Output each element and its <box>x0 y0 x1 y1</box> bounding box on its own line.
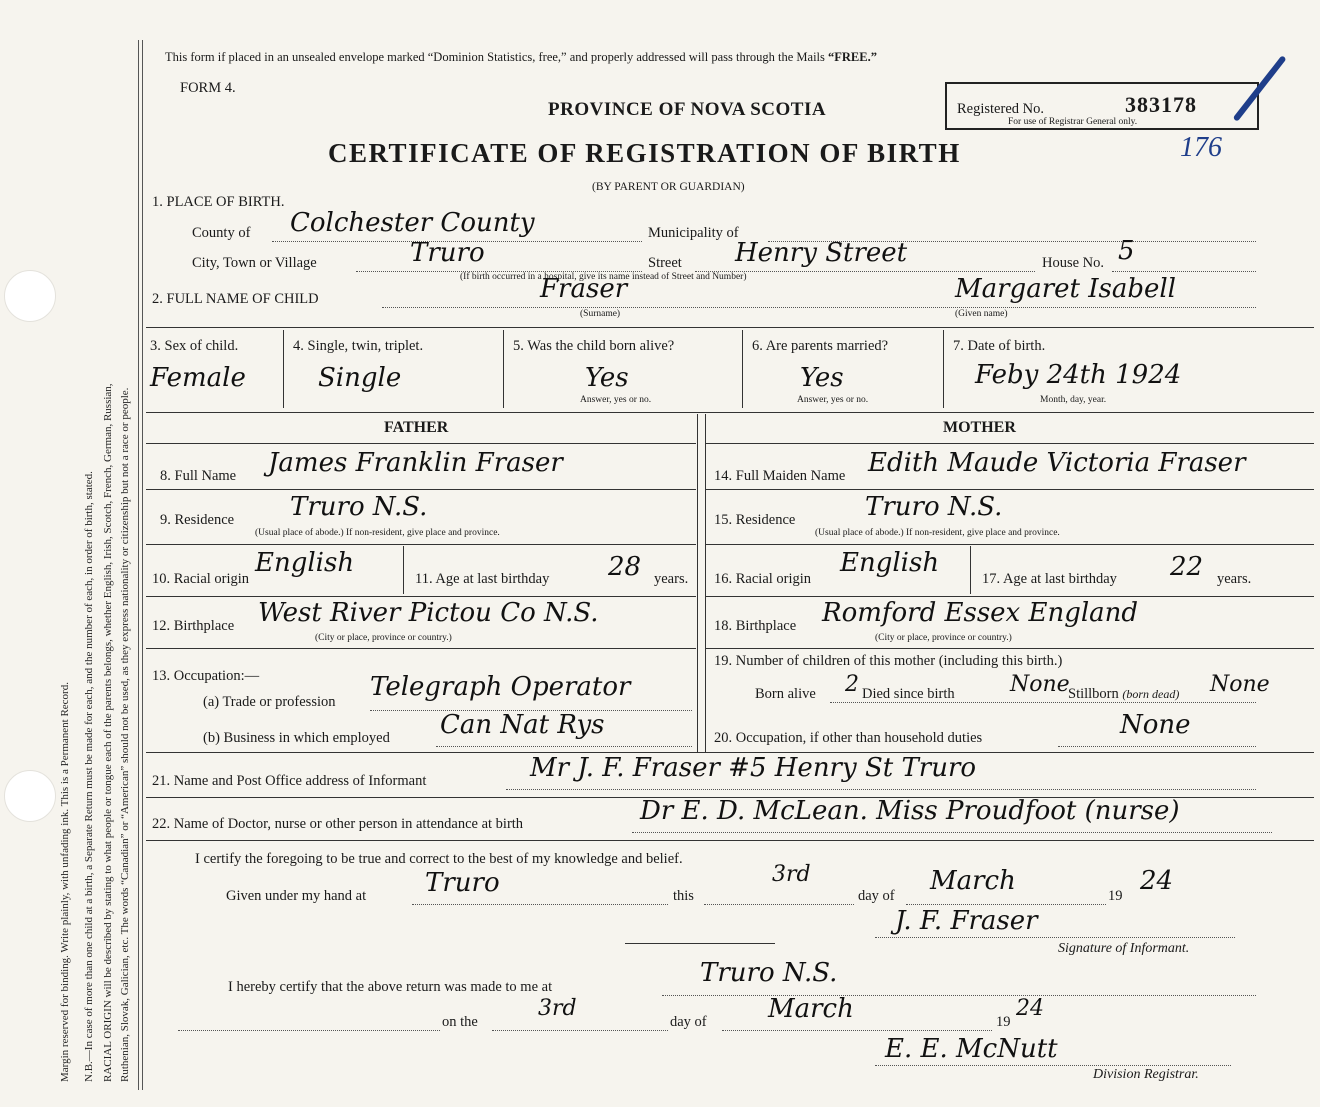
margin-note-line4: Ruthenian, Slovak, Galician, etc. The words “Canadian” or “American” should not be used, as they express nationality or citizenship but not a race or people. <box>119 387 131 1082</box>
given-year: 24 <box>1140 866 1174 896</box>
given-this-label: this <box>673 888 694 904</box>
rule-mother-racial <box>706 596 1314 597</box>
mother-children-label: 19. Number of children of this mother (including this birth.) <box>714 653 1063 669</box>
city-value: Truro <box>410 238 485 268</box>
married-value: Yes <box>800 363 844 393</box>
mother-residence-label: 15. Residence <box>714 512 796 528</box>
col-divider-4 <box>943 330 944 408</box>
registrar-month: March <box>768 994 854 1024</box>
mother-racial-label: 16. Racial origin <box>714 571 812 587</box>
col-divider-3 <box>742 330 743 408</box>
father-heading: FATHER <box>384 419 449 436</box>
document-subtitle: (BY PARENT OR GUARDIAN) <box>592 181 745 193</box>
given-day-of-label: day of <box>858 888 895 904</box>
margin-note-line1: Margin reserved for binding. Write plainly, with unfading ink. This is a Permanent Record. <box>59 682 71 1082</box>
punch-hole-bottom <box>4 770 56 822</box>
form-number: FORM 4. <box>180 80 236 96</box>
father-name-label: 8. Full Name <box>160 468 237 484</box>
rule-father-birthplace <box>146 648 696 649</box>
dob-label: 7. Date of birth. <box>953 338 1046 354</box>
mail-notice-text: This form if placed in an unsealed envelope marked “Dominion Statistics, free,” and properly addressed will pass through the Mails <box>165 50 825 64</box>
dob-caption: Month, day, year. <box>1040 395 1107 405</box>
dob-value: Feby 24th 1924 <box>975 360 1182 390</box>
mother-name-value: Edith Maude Victoria Fraser <box>868 448 1246 478</box>
province-heading: PROVINCE OF NOVA SCOTIA <box>548 99 827 120</box>
rule-mother-residence <box>706 544 1314 545</box>
mother-residence-caption: (Usual place of abode.) If non-resident, give place and province. <box>815 528 1060 538</box>
registrar-signature: E. E. McNutt <box>885 1034 1058 1064</box>
registrar-year: 24 <box>1016 996 1044 1021</box>
born-alive-label: Born alive <box>755 686 816 702</box>
rule-under-headings-left <box>146 443 696 444</box>
hospital-note: (If birth occurred in a hospital, give its name instead of Street and Number) <box>460 272 747 282</box>
given-month-rule <box>906 904 1106 905</box>
house-value: 5 <box>1118 236 1135 266</box>
father-birthplace-value: West River Pictou Co N.S. <box>258 598 599 628</box>
multiple-label: 4. Single, twin, triplet. <box>293 338 424 354</box>
registrar-month-rule <box>722 1030 992 1031</box>
father-residence-value: Truro N.S. <box>290 492 428 522</box>
father-racial-value: English <box>255 548 355 578</box>
father-age-label: 11. Age at last birthday <box>415 571 550 587</box>
alive-value: Yes <box>585 363 629 393</box>
father-name-value: James Franklin Fraser <box>268 448 563 478</box>
father-residence-caption: (Usual place of abode.) If non-resident, give place and province. <box>255 528 500 538</box>
separator-short <box>625 943 775 944</box>
children-rule <box>830 702 1256 703</box>
margin-note-line3: RACIAL ORIGIN will be described by stating to what people or tongue each of the parents belongs, whether English, Irish, Scotch, French, German, Russian, <box>102 383 114 1082</box>
street-value: Henry Street <box>735 238 908 268</box>
registrar-signature-label: Division Registrar. <box>1093 1067 1199 1082</box>
child-surname: Fraser <box>540 274 628 304</box>
mother-residence-value: Truro N.S. <box>865 492 1003 522</box>
father-birthplace-caption: (City or place, province or country.) <box>315 633 452 643</box>
rule-above-items-3-7 <box>146 327 1314 328</box>
stillborn-value: None <box>1210 672 1270 697</box>
document-title: CERTIFICATE OF REGISTRATION OF BIRTH <box>328 138 961 168</box>
father-age-unit: years. <box>654 571 689 587</box>
father-racial-divider <box>403 546 404 594</box>
house-label: House No. <box>1042 255 1105 271</box>
mother-name-label: 14. Full Maiden Name <box>714 468 846 484</box>
mother-occupation-rule <box>1058 746 1256 747</box>
stillborn-caption: (born dead) <box>1122 687 1180 701</box>
mother-occupation-label: 20. Occupation, if other than household duties <box>714 730 983 746</box>
registrar-year-prefix: 19 <box>996 1014 1011 1030</box>
mail-free: “FREE.” <box>828 50 877 64</box>
given-label: Given under my hand at <box>226 888 367 904</box>
registrar-place-rule <box>662 995 1256 996</box>
mother-age-unit: years. <box>1217 571 1252 587</box>
father-racial-label: 10. Racial origin <box>152 571 250 587</box>
mother-birthplace-label: 18. Birthplace <box>714 618 797 634</box>
registrar-statement: I hereby certify that the above return was made to me at <box>228 979 553 995</box>
margin-note-line2: N.B.—In case of more than one child at a birth, a Separate Return must be made for each, and the number of each, in order of birth, stated. <box>83 471 95 1082</box>
died-label: Died since birth <box>862 686 955 702</box>
mail-notice <box>165 50 877 65</box>
registrar-day-rule <box>492 1030 668 1031</box>
father-business-value: Can Nat Rys <box>440 710 605 740</box>
informant-signature: J. F. Fraser <box>895 906 1038 936</box>
rule-father-racial <box>146 596 696 597</box>
punch-hole-top <box>4 270 56 322</box>
father-age-value: 28 <box>608 552 642 582</box>
municipality-label: Municipality of <box>648 225 739 241</box>
col-divider-2 <box>503 330 504 408</box>
alive-caption: Answer, yes or no. <box>580 395 652 405</box>
father-business-rule <box>436 746 692 747</box>
margin-rule-inner <box>142 40 143 1090</box>
certify-statement: I certify the foregoing to be true and correct to the best of my knowledge and belief. <box>195 851 683 867</box>
given-month: March <box>930 866 1016 896</box>
born-alive-value: 2 <box>845 672 859 697</box>
father-trade-label: (a) Trade or profession <box>203 694 336 710</box>
stillborn-label <box>1068 686 1179 703</box>
rule-father-residence <box>146 544 696 545</box>
mother-age-value: 22 <box>1170 552 1204 582</box>
rule-under-headings-right <box>706 443 1314 444</box>
given-day-rule <box>704 904 854 905</box>
city-label: City, Town or Village <box>192 255 317 271</box>
rule-mother-birthplace <box>706 648 1314 649</box>
registrar-day-of-label: day of <box>670 1014 707 1030</box>
side-number: 176 <box>1180 132 1222 163</box>
col-divider-1 <box>283 330 284 408</box>
father-residence-label: 9. Residence <box>160 512 235 528</box>
registrar-signature-rule <box>875 1065 1231 1066</box>
doctor-rule <box>632 832 1272 833</box>
sex-value: Female <box>150 363 246 393</box>
father-trade-value: Telegraph Operator <box>370 672 631 702</box>
mother-age-label: 17. Age at last birthday <box>982 571 1117 587</box>
child-name-rule <box>382 307 1256 308</box>
signature-rule <box>875 937 1235 938</box>
doctor-label: 22. Name of Doctor, nurse or other person in attendance at birth <box>152 816 524 832</box>
rule-father-name <box>146 489 696 490</box>
parents-divider-right <box>705 414 706 752</box>
given-caption: (Given name) <box>955 309 1008 319</box>
registrar-place: Truro N.S. <box>700 958 838 988</box>
rule-above-parents <box>146 412 1314 413</box>
child-name-label: 2. FULL NAME OF CHILD <box>152 291 319 307</box>
registrar-day: 3rd <box>538 996 577 1021</box>
doctor-value: Dr E. D. McLean. Miss Proudfoot (nurse) <box>640 796 1180 826</box>
child-given-name: Margaret Isabell <box>955 274 1176 304</box>
died-value: None <box>1010 672 1070 697</box>
registrar-line-lead <box>178 1030 440 1031</box>
county-value: Colchester County <box>290 208 535 238</box>
mother-occupation-value: None <box>1120 710 1191 740</box>
margin-rule <box>138 40 139 1090</box>
rule-above-certification <box>146 840 1314 841</box>
sex-label: 3. Sex of child. <box>150 338 239 354</box>
given-place-rule <box>412 904 668 905</box>
signature-label: Signature of Informant. <box>1058 941 1190 956</box>
married-caption: Answer, yes or no. <box>797 395 869 405</box>
street-label: Street <box>648 255 682 271</box>
father-birthplace-label: 12. Birthplace <box>152 618 235 634</box>
stillborn-label-text: Stillborn <box>1068 686 1119 702</box>
given-place: Truro <box>425 868 500 898</box>
surname-caption: (Surname) <box>580 309 621 319</box>
mother-birthplace-value: Romford Essex England <box>822 598 1139 628</box>
given-day: 3rd <box>772 862 811 887</box>
rule-mother-name <box>706 489 1314 490</box>
multiple-value: Single <box>318 363 402 393</box>
house-rule <box>1112 271 1256 272</box>
registered-number: 383178 <box>1125 92 1197 117</box>
registrar-on-label: on the <box>442 1014 478 1030</box>
given-year-prefix: 19 <box>1108 888 1123 904</box>
married-label: 6. Are parents married? <box>752 338 889 354</box>
father-business-label: (b) Business in which employed <box>203 730 390 746</box>
mother-birthplace-caption: (City or place, province or country.) <box>875 633 1012 643</box>
informant-value: Mr J. F. Fraser #5 Henry St Truro <box>530 753 977 783</box>
registered-label: Registered No. <box>957 101 1044 117</box>
mother-heading: MOTHER <box>943 419 1016 436</box>
alive-label: 5. Was the child born alive? <box>513 338 675 354</box>
county-label: County of <box>192 225 251 241</box>
place-label: 1. PLACE OF BIRTH. <box>152 194 285 210</box>
mother-racial-divider <box>970 546 971 594</box>
informant-label: 21. Name and Post Office address of Informant <box>152 773 427 789</box>
registrar-note: For use of Registrar General only. <box>1008 117 1138 127</box>
parents-divider-left <box>697 414 698 752</box>
father-occupation-label: 13. Occupation:— <box>152 668 260 684</box>
mother-racial-value: English <box>840 548 940 578</box>
informant-rule <box>506 789 1256 790</box>
